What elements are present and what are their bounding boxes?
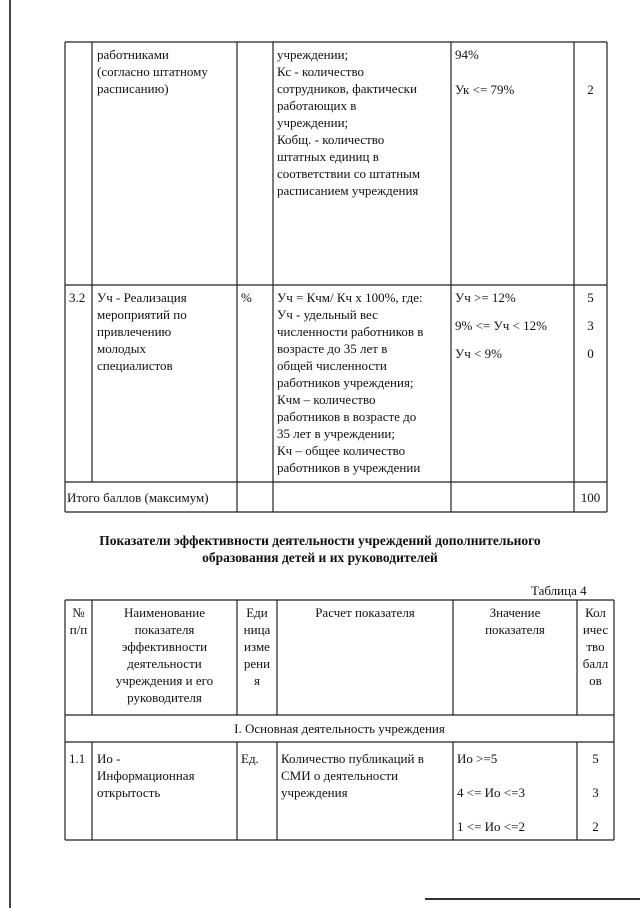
- t4-row-calc: Количество публикаций в СМИ о деятельности учреждения: [281, 751, 424, 800]
- t4-row-points-1: 5: [592, 751, 599, 766]
- t4-row-points-3: 2: [592, 819, 599, 834]
- header-name: Наименование показателя эффективности деятельности учреждения и его руководителя: [115, 605, 214, 705]
- t4-row-value-2: 4 <= Ио <=3: [457, 785, 525, 800]
- row1-points: 2: [587, 82, 594, 97]
- row2-value-2: 9% <= Уч < 12%: [455, 318, 547, 333]
- row1-value-2: Ук <= 79%: [455, 82, 515, 97]
- row2-name: Уч - Реализация мероприятий по привлечению молодых специалистов: [97, 290, 187, 373]
- table-label: Таблица 4: [531, 583, 587, 598]
- section-heading-line1: Показатели эффективности деятельности учреждений дополнительного: [99, 533, 541, 548]
- row2-calc: Уч = Кчм/ Кч х 100%, где: Уч - удельный вес численности работников в возрасте до 35 лет в общей численности работников учреждения; Кчм – количество работников в возрасте до 35 лет в учреждении; Кч – общее количество работников в учреждении: [277, 290, 424, 475]
- header-num: № п/п: [69, 605, 88, 637]
- total-label: Итого баллов (максимум): [67, 490, 209, 505]
- header-unit: Еди ница изме рени я: [243, 605, 271, 688]
- row1-calc: учреждении; Кс - количество сотрудников, фактически работающих в учреждении; Кобщ. - количество штатных единиц в соответствии со штатным расписанием учреждения: [277, 47, 421, 198]
- header-points: Кол ичес тво балл ов: [582, 605, 609, 688]
- row2-value-1: Уч >= 12%: [455, 290, 516, 305]
- row2-num: 3.2: [69, 290, 86, 305]
- t4-row-name: Ио - Информационная открытость: [97, 751, 195, 800]
- section-row: I. Основная деятельность учреждения: [234, 721, 445, 736]
- t4-row-points-2: 3: [592, 785, 599, 800]
- row2-value-3: Уч < 9%: [455, 346, 502, 361]
- t4-row-num: 1.1: [69, 751, 86, 766]
- t4-row-unit: Ед.: [241, 751, 259, 766]
- header-calc: Расчет показателя: [315, 605, 415, 620]
- row1-name: работниками (согласно штатному расписанию): [97, 47, 208, 96]
- t4-row-value-1: Ио >=5: [457, 751, 498, 766]
- row1-value-1: 94%: [455, 47, 479, 62]
- t4-row-value-3: 1 <= Ио <=2: [457, 819, 525, 834]
- section-heading-line2: образования детей и их руководителей: [202, 550, 438, 565]
- row2-points-1: 5: [587, 290, 594, 305]
- row2-points-3: 0: [587, 346, 594, 361]
- row2-unit: %: [241, 290, 252, 305]
- header-value: Значение показателя: [485, 605, 545, 637]
- total-points: 100: [580, 490, 601, 505]
- row2-points-2: 3: [587, 318, 594, 333]
